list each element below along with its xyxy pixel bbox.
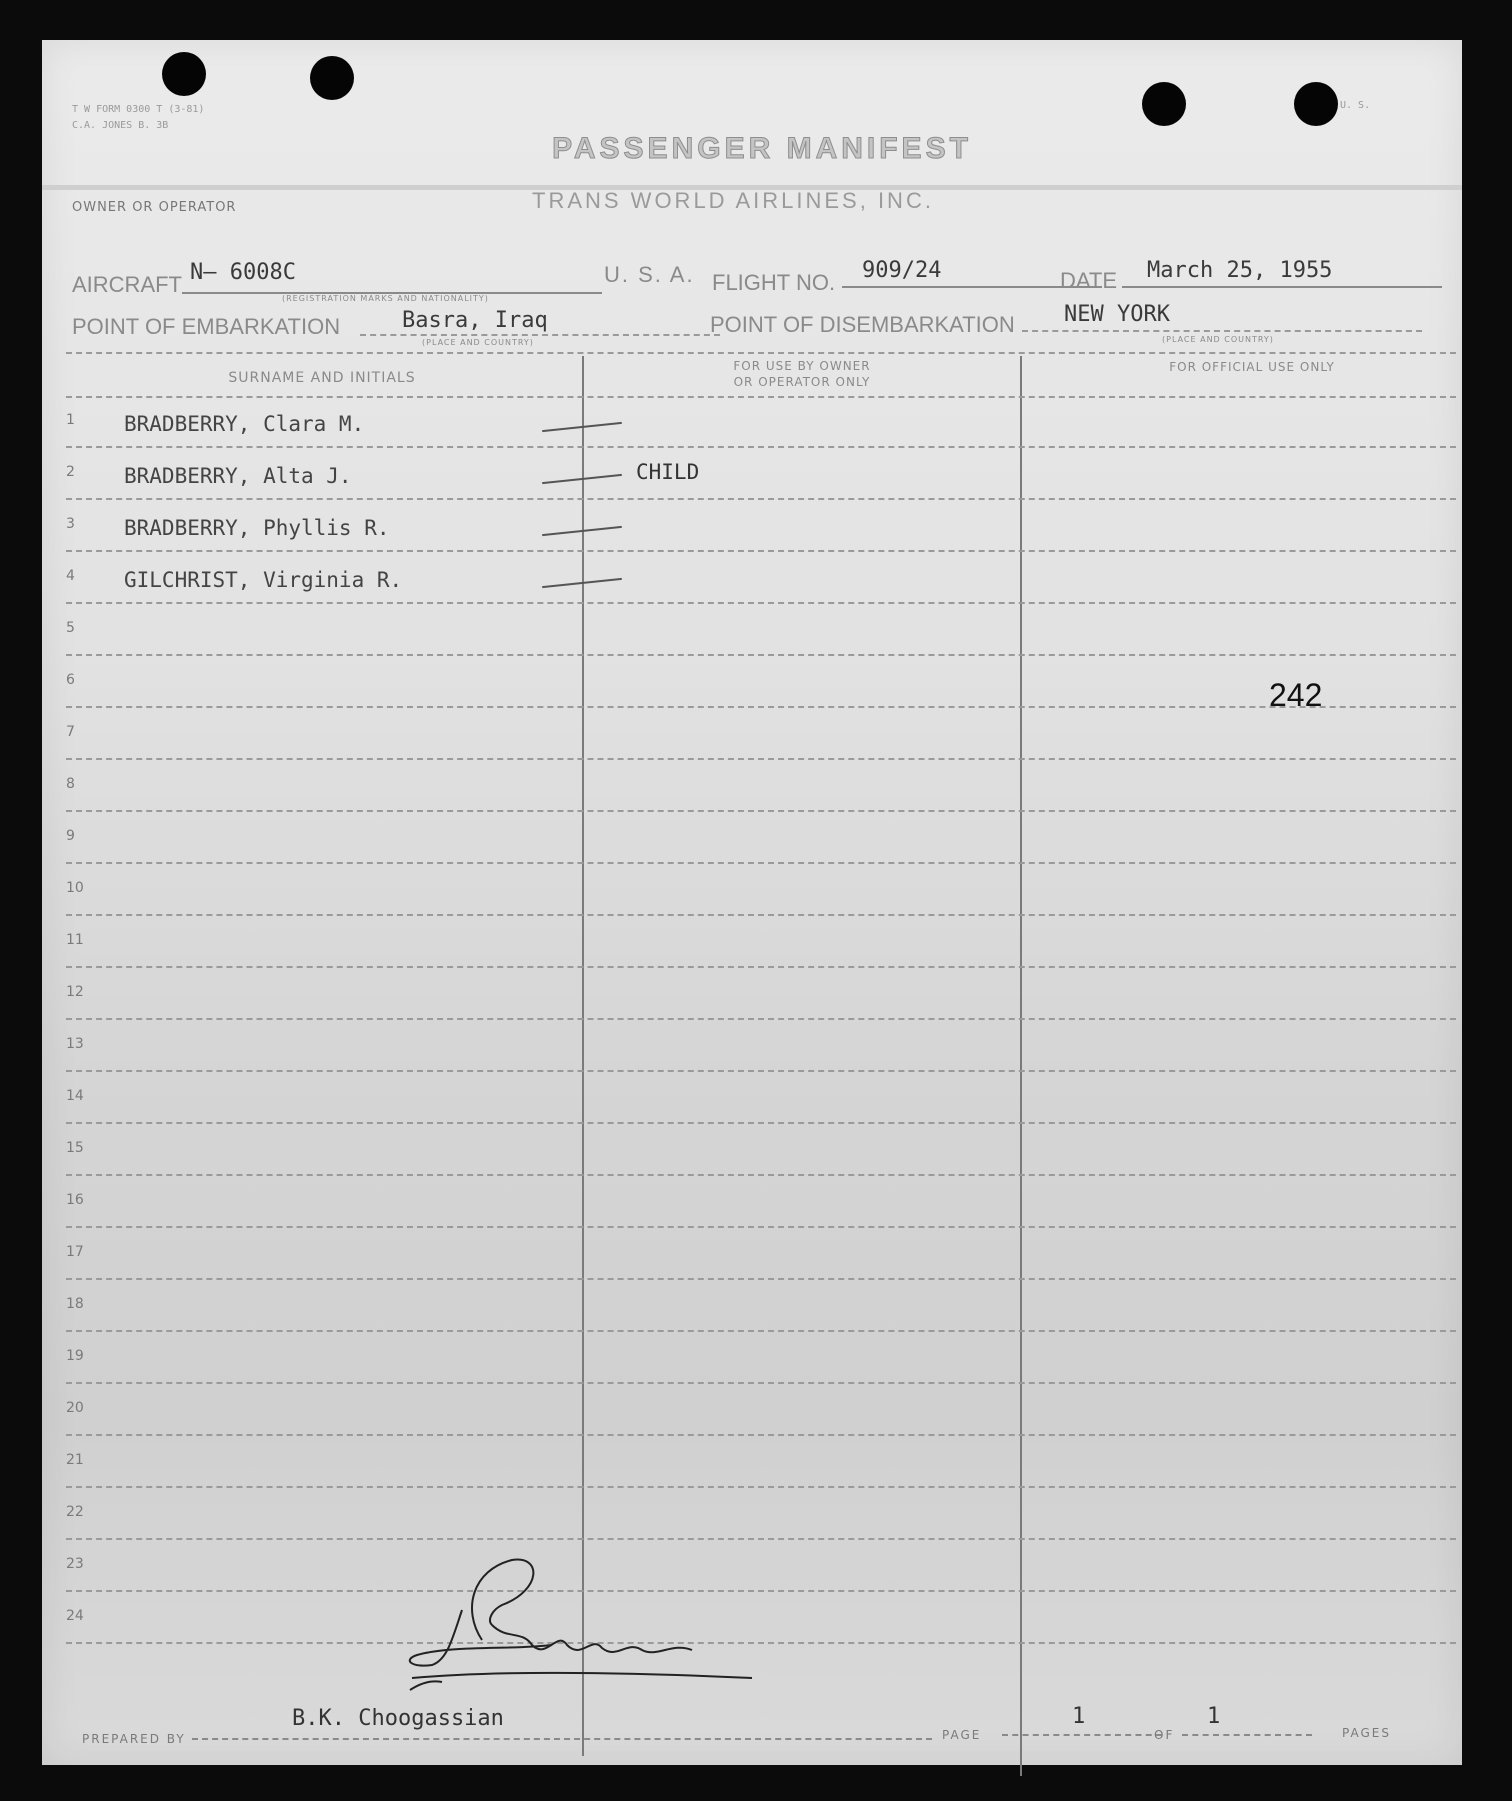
date-label: DATE — [1060, 268, 1118, 293]
row-number: 1 — [66, 412, 75, 428]
row-rule — [66, 498, 1456, 500]
owner-use-line-1: FOR USE BY OWNER — [733, 359, 871, 373]
punch-hole-1 — [162, 52, 206, 96]
row-number: 4 — [66, 568, 75, 584]
row-number: 3 — [66, 516, 75, 532]
row-number: 10 — [66, 880, 84, 896]
row-rule — [66, 966, 1456, 968]
flight-label: FLIGHT NO. — [712, 270, 836, 295]
row-number: 24 — [66, 1608, 84, 1624]
punch-hole-4 — [1294, 82, 1338, 126]
column-header-owner-use — [642, 358, 962, 390]
row-number: 2 — [66, 464, 75, 480]
row-number: 13 — [66, 1036, 84, 1052]
table-top-rule — [66, 352, 1456, 354]
prepared-by-underline — [192, 1738, 932, 1740]
flight-value: 909/24 — [862, 258, 942, 283]
row-rule — [66, 758, 1456, 760]
row-number: 9 — [66, 828, 75, 844]
row-number: 19 — [66, 1348, 84, 1364]
passenger-name: BRADBERRY, Alta J. — [124, 464, 352, 488]
owner-label: OWNER OR OPERATOR — [72, 200, 237, 215]
prepared-by-label: PREPARED BY — [82, 1732, 186, 1746]
of-underline — [1182, 1734, 1312, 1736]
row-number: 11 — [66, 932, 84, 948]
row-rule — [66, 1382, 1456, 1384]
form-id-line-1: T W FORM 0300 T (3-81) — [72, 104, 205, 115]
date-underline — [1122, 286, 1442, 288]
row-number: 22 — [66, 1504, 84, 1520]
row-rule — [66, 1434, 1456, 1436]
row-number: 7 — [66, 724, 75, 740]
column-header-surname: SURNAME AND INITIALS — [228, 370, 416, 386]
column-divider-1 — [582, 356, 584, 1756]
page-underline — [1002, 1734, 1162, 1736]
row-rule — [66, 1070, 1456, 1072]
row-number: 12 — [66, 984, 84, 1000]
row-number: 5 — [66, 620, 75, 636]
header-bottom-rule — [66, 396, 1456, 398]
row-rule — [66, 602, 1456, 604]
row-number: 23 — [66, 1556, 84, 1572]
row-rule — [66, 654, 1456, 656]
date-value: March 25, 1955 — [1147, 258, 1333, 283]
page-title: PASSENGER MANIFEST — [552, 132, 972, 165]
operator-note: CHILD — [636, 460, 700, 484]
row-rule — [66, 810, 1456, 812]
embarkation-label: POINT OF EMBARKATION — [72, 314, 341, 339]
place-country-note: (PLACE AND COUNTRY) — [422, 338, 534, 347]
embarkation-value: Basra, Iraq — [402, 308, 548, 333]
row-rule — [66, 1174, 1456, 1176]
of-label: OF — [1154, 1728, 1175, 1742]
row-rule — [66, 1330, 1456, 1332]
form-id-line-2: C.A. JONES B. 3B — [72, 120, 169, 131]
row-rule — [66, 914, 1456, 916]
punch-hole-2 — [310, 56, 354, 100]
row-rule — [66, 1486, 1456, 1488]
row-number: 6 — [66, 672, 75, 688]
row-number: 21 — [66, 1452, 84, 1468]
row-number: 15 — [66, 1140, 84, 1156]
row-number: 18 — [66, 1296, 84, 1312]
official-number: 242 — [1269, 677, 1323, 713]
row-rule — [66, 1122, 1456, 1124]
row-rule — [66, 1278, 1456, 1280]
passenger-name: BRADBERRY, Phyllis R. — [124, 516, 390, 540]
aircraft-value: N— 6008C — [190, 260, 296, 285]
page-label: PAGE — [942, 1728, 982, 1742]
row-rule — [66, 1018, 1456, 1020]
page-value: 1 — [1072, 1704, 1086, 1729]
of-value: 1 — [1207, 1704, 1221, 1729]
row-rule — [66, 862, 1456, 864]
row-rule — [66, 1226, 1456, 1228]
nationality: U. S. A. — [604, 262, 695, 287]
row-number: 20 — [66, 1400, 84, 1416]
passenger-name: GILCHRIST, Virginia R. — [124, 568, 403, 592]
form-id-right: U. S. — [1340, 100, 1371, 111]
signature — [392, 1550, 772, 1700]
aircraft-label: AIRCRAFT — [72, 272, 182, 297]
place-country-note-2: (PLACE AND COUNTRY) — [1162, 335, 1274, 344]
disembarkation-underline — [1022, 330, 1422, 332]
disembarkation-label: POINT OF DISEMBARKATION — [710, 312, 1015, 337]
row-number: 16 — [66, 1192, 84, 1208]
column-divider-2 — [1020, 356, 1022, 1776]
registration-note: (REGISTRATION MARKS AND NATIONALITY) — [282, 294, 489, 303]
passenger-name: BRADBERRY, Clara M. — [124, 412, 365, 436]
manifest-page — [42, 40, 1462, 1765]
row-number: 8 — [66, 776, 75, 792]
form-identifier — [72, 102, 204, 134]
row-number: 14 — [66, 1088, 84, 1104]
aircraft-underline — [182, 292, 602, 294]
punch-hole-3 — [1142, 82, 1186, 126]
row-rule — [66, 446, 1456, 448]
owner-use-line-2: OR OPERATOR ONLY — [733, 375, 871, 389]
column-header-official-use: FOR OFFICIAL USE ONLY — [1169, 360, 1335, 374]
prepared-by-value: B.K. Choogassian — [292, 1706, 504, 1731]
embarkation-underline — [360, 334, 720, 336]
airline-name: TRANS WORLD AIRLINES, INC. — [532, 188, 934, 213]
row-number: 17 — [66, 1244, 84, 1260]
row-rule — [66, 1538, 1456, 1540]
row-rule — [66, 706, 1456, 708]
disembarkation-value: NEW YORK — [1064, 302, 1170, 327]
pages-label: PAGES — [1342, 1726, 1391, 1740]
row-rule — [66, 550, 1456, 552]
